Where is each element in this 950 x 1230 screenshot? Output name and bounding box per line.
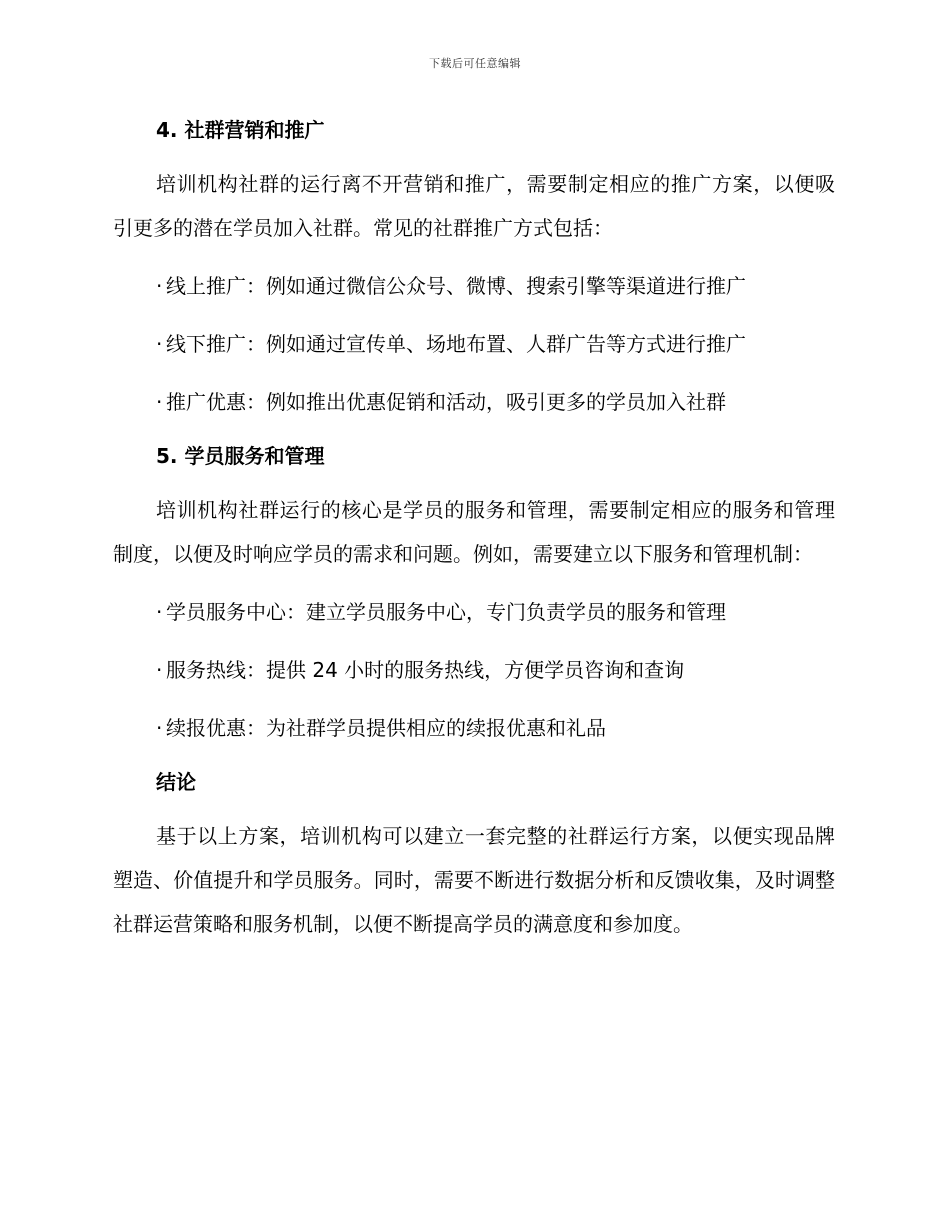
bullet-text: 线下推广：例如通过宣传单、场地布置、人群广告等方式进行推广 [166,332,746,356]
section-heading-conclusion: 结论 [156,770,196,794]
bullet-item [113,706,835,750]
bullet-text: 线上推广：例如通过微信公众号、微博、搜索引擎等渠道进行推广 [166,274,746,298]
section-heading-marketing: 4. 社群营销和推广 [156,118,325,142]
bullet-dot: · [156,658,163,682]
bullet-dot: · [156,274,163,298]
bullet-list-service [113,590,835,750]
bullet-dot: · [156,332,163,356]
bullet-text: 推广优惠：例如推出优惠促销和活动，吸引更多的学员加入社群 [166,390,726,414]
section-paragraph-marketing: 培训机构社群的运行离不开营销和推广，需要制定相应的推广方案，以便吸引更多的潜在学员加入社群。常见的社群推广方式包括： [113,172,835,240]
bullet-item [113,380,835,424]
header-note: 下载后可任意编辑 [429,57,521,70]
section-heading-service: 5. 学员服务和管理 [156,444,325,468]
bullet-text: 服务热线：提供 24 小时的服务热线，方便学员咨询和查询 [166,658,685,682]
bullet-dot: · [156,600,163,624]
bullet-item [113,590,835,634]
bullet-text: 学员服务中心：建立学员服务中心，专门负责学员的服务和管理 [166,600,726,624]
bullet-item [113,648,835,692]
document-body [113,112,835,960]
bullet-dot: · [156,390,163,414]
section-paragraph-conclusion: 基于以上方案，培训机构可以建立一套完整的社群运行方案，以便实现品牌塑造、价值提升和学员服务。同时，需要不断进行数据分析和反馈收集，及时调整社群运营策略和服务机制，以便不断提高学员的满意度和参加度。 [113,824,835,936]
bullet-dot: · [156,716,163,740]
bullet-item [113,264,835,308]
bullet-item [113,322,835,366]
bullet-text: 续报优惠：为社群学员提供相应的续报优惠和礼品 [166,716,606,740]
bullet-list-marketing [113,264,835,424]
section-paragraph-service: 培训机构社群运行的核心是学员的服务和管理，需要制定相应的服务和管理制度，以便及时响应学员的需求和问题。例如，需要建立以下服务和管理机制： [113,498,835,566]
